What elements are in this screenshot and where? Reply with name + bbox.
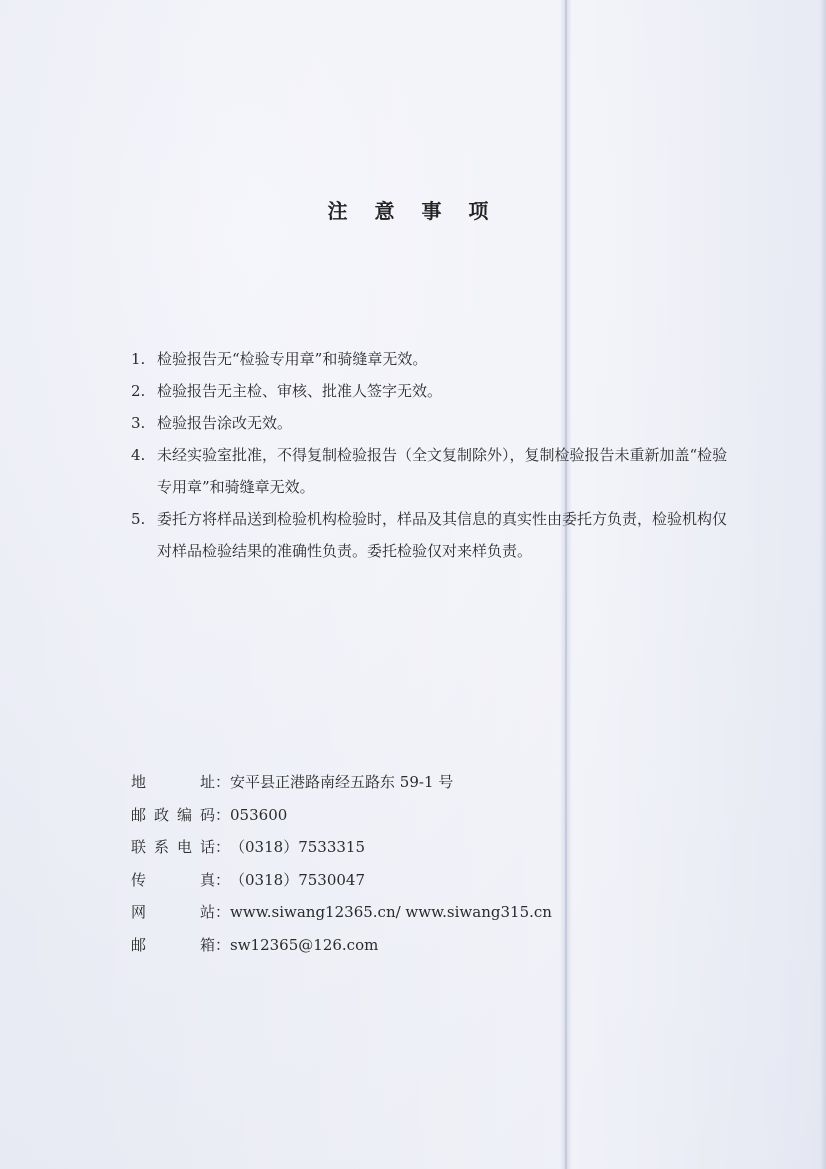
- note-number: 5.: [131, 510, 146, 528]
- note-item: [131, 343, 731, 375]
- website-label: 网站: [131, 903, 215, 921]
- note-number: 4.: [131, 446, 146, 464]
- postcode-value: 053600: [230, 805, 288, 824]
- colon: ：: [215, 870, 231, 889]
- note-item: [131, 407, 731, 439]
- note-item: [131, 439, 731, 503]
- colon: ：: [215, 773, 231, 791]
- fax-value: （0318）7530047: [230, 870, 365, 889]
- contact-row-fax: [131, 864, 552, 897]
- note-item: [131, 503, 731, 567]
- phone-label: 联系电话: [131, 838, 215, 856]
- page-title: 注 意 事 项: [327, 199, 499, 223]
- note-text: 检验报告无主检、审核、批准人签字无效。: [157, 382, 443, 400]
- website-value: www.siwang12365.cn/ www.siwang315.cn: [230, 903, 552, 921]
- email-label: 邮箱: [131, 935, 215, 954]
- email-value: sw12365@126.com: [230, 935, 379, 954]
- phone-value: （0318）7533315: [230, 838, 365, 856]
- postcode-label: 邮政编码: [131, 805, 215, 824]
- fax-label: 传真: [131, 870, 215, 889]
- address-label: 地址: [131, 773, 215, 791]
- contact-row-email: [131, 929, 552, 962]
- note-number: 2.: [131, 382, 146, 400]
- page-fold-line: [565, 0, 567, 1169]
- colon: ：: [215, 935, 231, 954]
- note-text: 检验报告无“检验专用章”和骑缝章无效。: [157, 350, 428, 368]
- page-edge: [820, 0, 826, 1169]
- note-item: [131, 375, 731, 407]
- notes-list: [131, 343, 731, 567]
- note-number: 3.: [131, 414, 146, 432]
- colon: ：: [215, 903, 231, 921]
- address-value: 安平县正港路南经五路东 59-1 号: [230, 773, 454, 791]
- colon: ：: [215, 805, 231, 824]
- contact-row-website: [131, 896, 552, 929]
- colon: ：: [215, 838, 231, 856]
- contact-row-postcode: [131, 799, 552, 832]
- contact-row-phone: [131, 831, 552, 864]
- note-text: 委托方将样品送到检验机构检验时，样品及其信息的真实性由委托方负责，检验机构仅对样品检验结果的准确性负责。委托检验仅对来样负责。: [157, 510, 728, 560]
- note-number: 1.: [131, 350, 146, 368]
- note-text: 检验报告涂改无效。: [157, 414, 293, 432]
- contact-row-address: [131, 766, 552, 799]
- note-text: 未经实验室批准，不得复制检验报告（全文复制除外），复制检验报告未重新加盖“检验专用章”和骑缝章无效。: [157, 446, 728, 496]
- contact-info: [131, 766, 552, 961]
